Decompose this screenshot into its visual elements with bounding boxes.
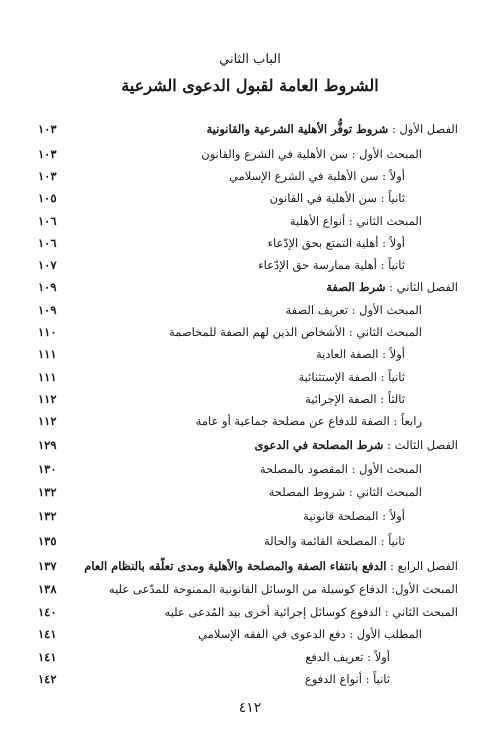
toc-page-number: ١٠٣: [38, 147, 57, 161]
toc-entry: [290, 210, 422, 232]
toc-entry: [298, 366, 405, 388]
toc-entry-prefix: الفصل الثاني :: [385, 280, 458, 294]
toc-entry-title: المبحث الأول: الدفاع كوسيلة من الوسائل القانونية الممنوحة للمدّعى عليه: [108, 582, 458, 596]
toc-page-number: ١٣٥: [38, 534, 57, 548]
toc-entry: [305, 388, 405, 410]
toc-entry-title: المبحث الأول : المقصود بالمصلحة: [259, 462, 422, 476]
toc-page-number: ١٠٣: [38, 169, 57, 183]
toc-entry: [260, 458, 422, 480]
toc-entry-title: شرط المصلحة في الدعوى: [254, 438, 384, 452]
toc-entry-title: أولاً : الصفة العادية: [315, 347, 405, 361]
toc-entry: [109, 578, 458, 600]
toc-entry-title: ثانياً : أهلية ممارسة حق الإدّعاء: [258, 258, 405, 272]
page-number: ٤١٢: [238, 700, 262, 716]
toc-entry-title: شروط توفُّر الأهلية الشرعية والقانونية: [206, 122, 389, 136]
toc-entry-title: المبحث الثاني : شروط المصلحة: [268, 485, 422, 499]
toc-page-number: ١١٢: [38, 414, 57, 428]
toc-entry: [84, 555, 458, 577]
toc-page-number: ١٠٣: [38, 122, 57, 136]
toc-page-number: ١٢٩: [38, 438, 57, 452]
toc-entry-title: شرط الصفة: [326, 280, 386, 294]
toc-entry: [326, 276, 458, 298]
toc-entry: [316, 343, 405, 365]
toc-entry-title: ثانياً : أنواع الدفوع: [304, 672, 390, 686]
toc-entry: [264, 530, 405, 552]
part-label: الباب الثاني: [219, 52, 281, 67]
toc-entry: [270, 187, 405, 209]
toc-entry: [268, 232, 405, 254]
toc-page-number: ١١١: [38, 347, 57, 361]
toc-entry: [285, 299, 422, 321]
toc-entry-title: ثانياً : الصفة الإستثنائية: [298, 370, 405, 384]
toc-page-number: ١٤٢: [38, 672, 57, 686]
part-title: الشروط العامة لقبول الدعوى الشرعية: [121, 76, 379, 95]
toc-page-number: ١٣٠: [38, 462, 57, 476]
toc-entry-title: المبحث الثاني : الدفوع كوسائل إجرائية أخرى بيد المُدعى عليه: [164, 605, 458, 619]
toc-entry: [229, 165, 405, 187]
toc-page-number: ١٠٥: [38, 191, 57, 205]
toc-entry-title: ثالثاً : الصفة الإجرائية: [305, 392, 405, 406]
toc-page-number: ١٠٩: [38, 280, 57, 294]
toc-entry-title: الدفع بانتفاء الصفة والمصلحة والأهلية ومدى تعلّقه بالنظام العام: [84, 559, 387, 573]
toc-page-number: ١٣٨: [38, 582, 57, 596]
toc-entry-title: المبحث الثاني : أنواع الأهلية: [289, 214, 422, 228]
toc-entry-title: أولاً : تعريف الدفع: [305, 650, 390, 664]
toc-entry: [207, 118, 459, 140]
toc-entry: [169, 321, 422, 343]
toc-page-number: ١١١: [38, 370, 57, 384]
toc-page-number: ١١٢: [38, 392, 57, 406]
toc-entry: [269, 481, 422, 503]
toc-entry-title: ثانياً : سن الأهلية في القانون: [269, 191, 405, 205]
toc-page-number: ١٠٩: [38, 303, 57, 317]
toc-entry-title: أولاً : سن الأهلية في الشرع الإسلامي: [228, 169, 405, 183]
toc-entry-title: المبحث الأول : تعريف الصفة: [285, 303, 422, 317]
toc-entry: [305, 668, 390, 690]
toc-page-number: ١٣٢: [38, 509, 57, 523]
toc-entry-title: رابعاً : الصفة للدفاع عن مصلحة جماعية أو عامة: [195, 414, 422, 428]
toc-page-number: ١٣٧: [38, 559, 57, 573]
toc-page-number: ١٠٧: [38, 258, 57, 272]
toc-entry-title: أولاً : أهلية التمتع بحق الإدّعاء: [267, 236, 405, 250]
toc-entry: [255, 434, 458, 456]
toc-entry: [198, 623, 422, 645]
toc-entry-prefix: الفصل الأول :: [388, 122, 458, 136]
toc-entry-prefix: الفصل الرابع :: [386, 559, 458, 573]
toc-page-number: ١٤٠: [38, 605, 57, 619]
toc-page-number: ١١٠: [38, 325, 57, 339]
toc-entry: [258, 254, 405, 276]
toc-entry-prefix: الفصل الثالث :: [383, 438, 458, 452]
toc-page-number: ١٤١: [38, 627, 57, 641]
toc-entry-title: المبحث الثاني : الأشخاص الذين لهم الصفة للمخاصمة: [169, 325, 422, 339]
toc-entry: [201, 143, 422, 165]
toc-page-number: ١٣٢: [38, 485, 57, 499]
toc-entry: [196, 410, 422, 432]
toc-entry: [303, 505, 405, 527]
toc-page-number: ١٠٦: [38, 214, 57, 228]
toc-page-number: ١٤١: [38, 650, 57, 664]
toc-entry-title: المطلب الأول : دفع الدعوى في الفقه الإسلامي: [198, 627, 422, 641]
toc-entry-title: المبحث الأول : سن الأهلية في الشرع والقانون: [201, 147, 422, 161]
toc-entry: [165, 601, 458, 623]
toc-entry-title: أولاً : المصلحة قانونية: [303, 509, 405, 523]
toc-entry: [305, 646, 390, 668]
toc-entry-title: ثانياً : المصلحة القائمة والحالة: [264, 534, 405, 548]
toc-page-number: ١٠٦: [38, 236, 57, 250]
